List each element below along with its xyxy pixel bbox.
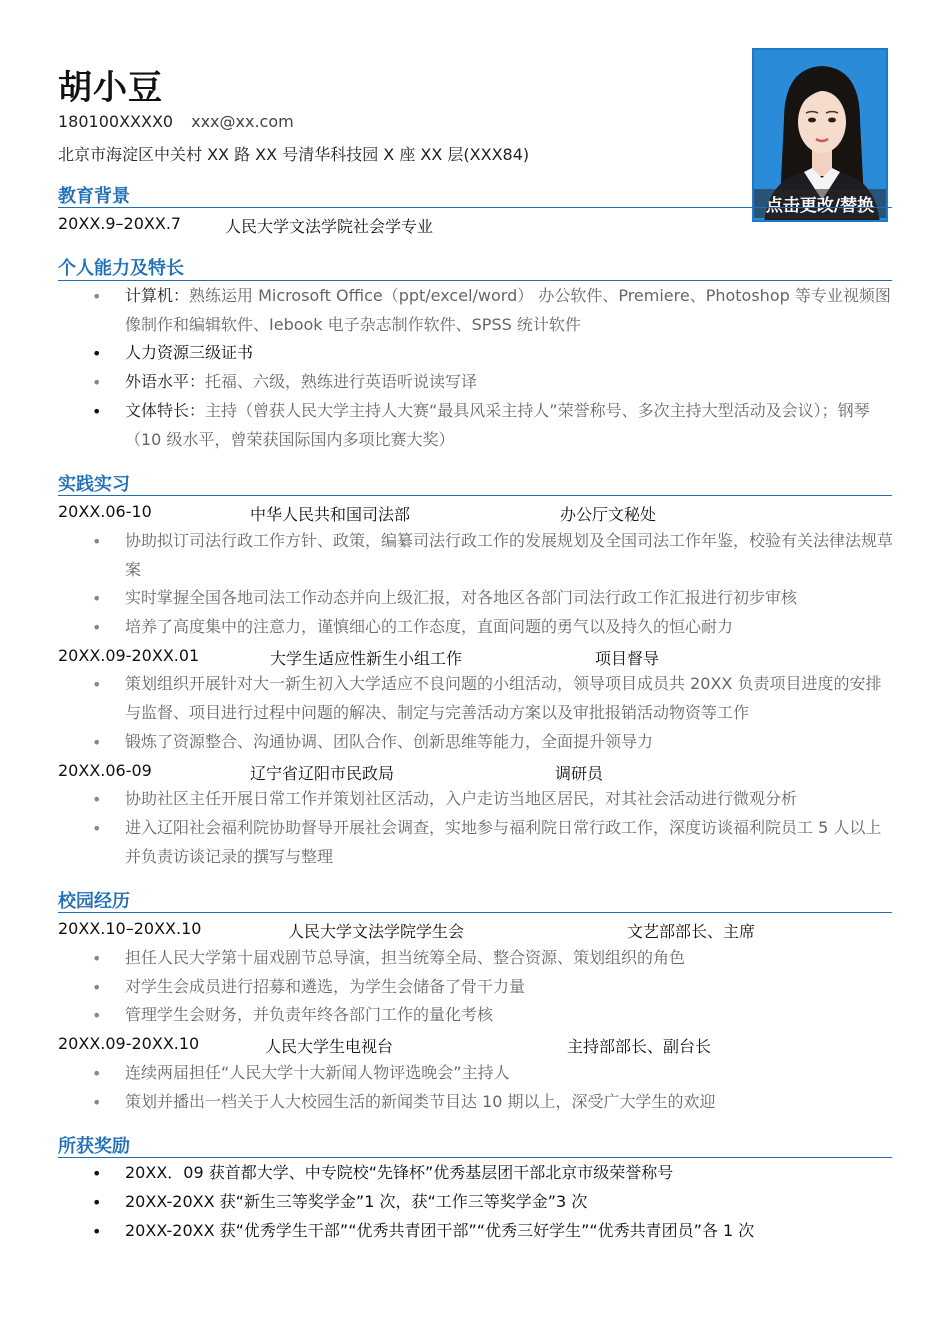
bullet-icon: • bbox=[92, 1193, 102, 1212]
address: 北京市海淀区中关村 XX 路 XX 号清华科技园 X 座 XX 层(XXX84) bbox=[58, 145, 530, 164]
practice-bullet: 进入辽阳社会福利院协助督导开展社会调查，实地参与福利院日常行政工作，深度访谈福利院员工 5 人以上并负责访谈记录的撰写与整理 bbox=[125, 818, 882, 866]
skill-text: 人力资源三级证书 bbox=[125, 343, 254, 362]
practice-period: 20XX.09-20XX.01 bbox=[58, 646, 200, 665]
bullet-icon: • bbox=[92, 618, 102, 637]
practice-bullet: 培养了高度集中的注意力，谨慎细心的工作态度，直面问题的勇气以及持久的恒心耐力 bbox=[125, 617, 734, 636]
bullet-icon: • bbox=[92, 978, 102, 997]
skill-item bbox=[125, 396, 895, 454]
practice-period: 20XX.06-09 bbox=[58, 761, 152, 780]
section-divider bbox=[58, 912, 892, 913]
practice-role: 项目督导 bbox=[595, 649, 660, 668]
contact-line bbox=[58, 112, 294, 131]
skill-item bbox=[125, 367, 895, 396]
practice-bullet: 锻炼了资源整合、沟通协调、团队合作、创新思维等能力，全面提升领导力 bbox=[125, 732, 654, 751]
practice-role: 办公厅文秘处 bbox=[560, 505, 657, 524]
bullet-icon: • bbox=[92, 949, 102, 968]
practice-role: 调研员 bbox=[555, 764, 604, 783]
campus-bullet: 对学生会成员进行招募和遴选，为学生会储备了骨干力量 bbox=[125, 977, 526, 996]
practice-org: 辽宁省辽阳市民政局 bbox=[250, 764, 395, 783]
practice-bullet: 协助社区主任开展日常工作并策划社区活动，入户走访当地区居民，对其社会活动进行微观分析 bbox=[125, 789, 798, 808]
campus-period: 20XX.09-20XX.10 bbox=[58, 1034, 200, 1053]
skill-label: 外语水平： bbox=[125, 372, 206, 391]
bullet-icon: • bbox=[92, 589, 102, 608]
bullet-icon: • bbox=[92, 287, 102, 306]
bullet-icon: • bbox=[92, 819, 102, 838]
campus-bullet: 连续两届担任“人民大学十大新闻人物评选晚会”主持人 bbox=[125, 1063, 510, 1082]
bullet-icon: • bbox=[92, 373, 102, 392]
section-title-education: 教育背景 bbox=[58, 186, 130, 207]
bullet-icon: • bbox=[92, 344, 102, 363]
bullet-icon: • bbox=[92, 1006, 102, 1025]
candidate-name: 胡小豆 bbox=[58, 68, 163, 108]
section-title-campus: 校园经历 bbox=[58, 891, 130, 912]
bullet-icon: • bbox=[92, 675, 102, 694]
campus-role: 主持部部长、副台长 bbox=[567, 1037, 712, 1056]
skill-label: 文体特长： bbox=[125, 401, 206, 420]
award-item: 20XX-20XX 获“新生三等奖学金”1 次，获“工作三等奖学金”3 次 bbox=[125, 1192, 588, 1211]
skill-item bbox=[125, 338, 895, 367]
profile-photo[interactable] bbox=[752, 48, 888, 222]
skill-text: 熟练运用 Microsoft Office（ppt/excel/word） 办公软件、Premiere、Photoshop 等专业视频图像制作和编辑软件、Iebook 电子杂志制作软件、SPSS 统计软件 bbox=[125, 286, 891, 334]
change-photo-label[interactable]: 点击更改/替换 bbox=[754, 189, 886, 218]
phone-number: 180100XXXX0 bbox=[58, 112, 174, 131]
skill-item bbox=[125, 281, 895, 339]
section-title-practice: 实践实习 bbox=[58, 474, 130, 495]
campus-bullet: 担任人民大学第十届戏剧节总导演，担当统筹全局、整合资源、策划组织的角色 bbox=[125, 948, 686, 967]
campus-bullet: 管理学生会财务，并负责年终各部门工作的量化考核 bbox=[125, 1005, 494, 1024]
practice-org: 中华人民共和国司法部 bbox=[250, 505, 411, 524]
campus-role: 文艺部部长、主席 bbox=[627, 922, 756, 941]
bullet-icon: • bbox=[92, 1064, 102, 1083]
campus-period: 20XX.10–20XX.10 bbox=[58, 919, 202, 938]
section-title-awards: 所获奖励 bbox=[58, 1136, 130, 1157]
practice-bullet: 策划组织开展针对大一新生初入大学适应不良问题的小组活动，领导项目成员共 20XX 负责项目进度的安排与监督、项目进行过程中问题的解决、制定与完善活动方案以及审批报销活动物资等工作 bbox=[125, 674, 882, 722]
campus-bullet: 策划并播出一档关于人大校园生活的新闻类节目达 10 期以上，深受广大学生的欢迎 bbox=[125, 1092, 716, 1111]
practice-bullet: 协助拟订司法行政工作方针、政策，编纂司法行政工作的发展规划及全国司法工作年鉴，校验有关法律法规草案 bbox=[125, 531, 894, 579]
bullet-icon: • bbox=[92, 790, 102, 809]
practice-period: 20XX.06-10 bbox=[58, 502, 152, 521]
section-divider bbox=[58, 207, 892, 208]
section-divider bbox=[58, 495, 892, 496]
skill-label: 计算机： bbox=[125, 286, 190, 305]
bullet-icon: • bbox=[92, 402, 102, 421]
practice-bullet: 实时掌握全国各地司法工作动态并向上级汇报，对各地区各部门司法行政工作汇报进行初步审核 bbox=[125, 588, 798, 607]
section-title-skills: 个人能力及特长 bbox=[58, 258, 184, 279]
skill-text: 主持（曾获人民大学主持人大赛“最具风采主持人”荣誉称号、多次主持大型活动及会议）；钢琴（10 级水平，曾荣获国际国内多项比赛大奖） bbox=[125, 401, 870, 449]
skill-text: 托福、六级，熟练进行英语听说读写译 bbox=[205, 372, 478, 391]
bullet-icon: • bbox=[92, 1164, 102, 1183]
bullet-icon: • bbox=[92, 1222, 102, 1241]
campus-org: 人民大学文法学院学生会 bbox=[288, 922, 465, 941]
award-item: 20XX．09 获首都大学、中专院校“先锋杯”优秀基层团干部北京市级荣誉称号 bbox=[125, 1163, 674, 1182]
award-item: 20XX-20XX 获“优秀学生干部”“优秀共青团干部”“优秀三好学生”“优秀共青团员”各 1 次 bbox=[125, 1221, 755, 1240]
bullet-icon: • bbox=[92, 1093, 102, 1112]
bullet-icon: • bbox=[92, 532, 102, 551]
education-period: 20XX.9–20XX.7 bbox=[58, 214, 182, 233]
practice-org: 大学生适应性新生小组工作 bbox=[270, 649, 463, 668]
email-address: xxx@xx.com bbox=[191, 112, 294, 131]
education-school: 人民大学文法学院社会学专业 bbox=[225, 217, 434, 236]
campus-org: 人民大学生电视台 bbox=[265, 1037, 394, 1056]
bullet-icon: • bbox=[92, 733, 102, 752]
